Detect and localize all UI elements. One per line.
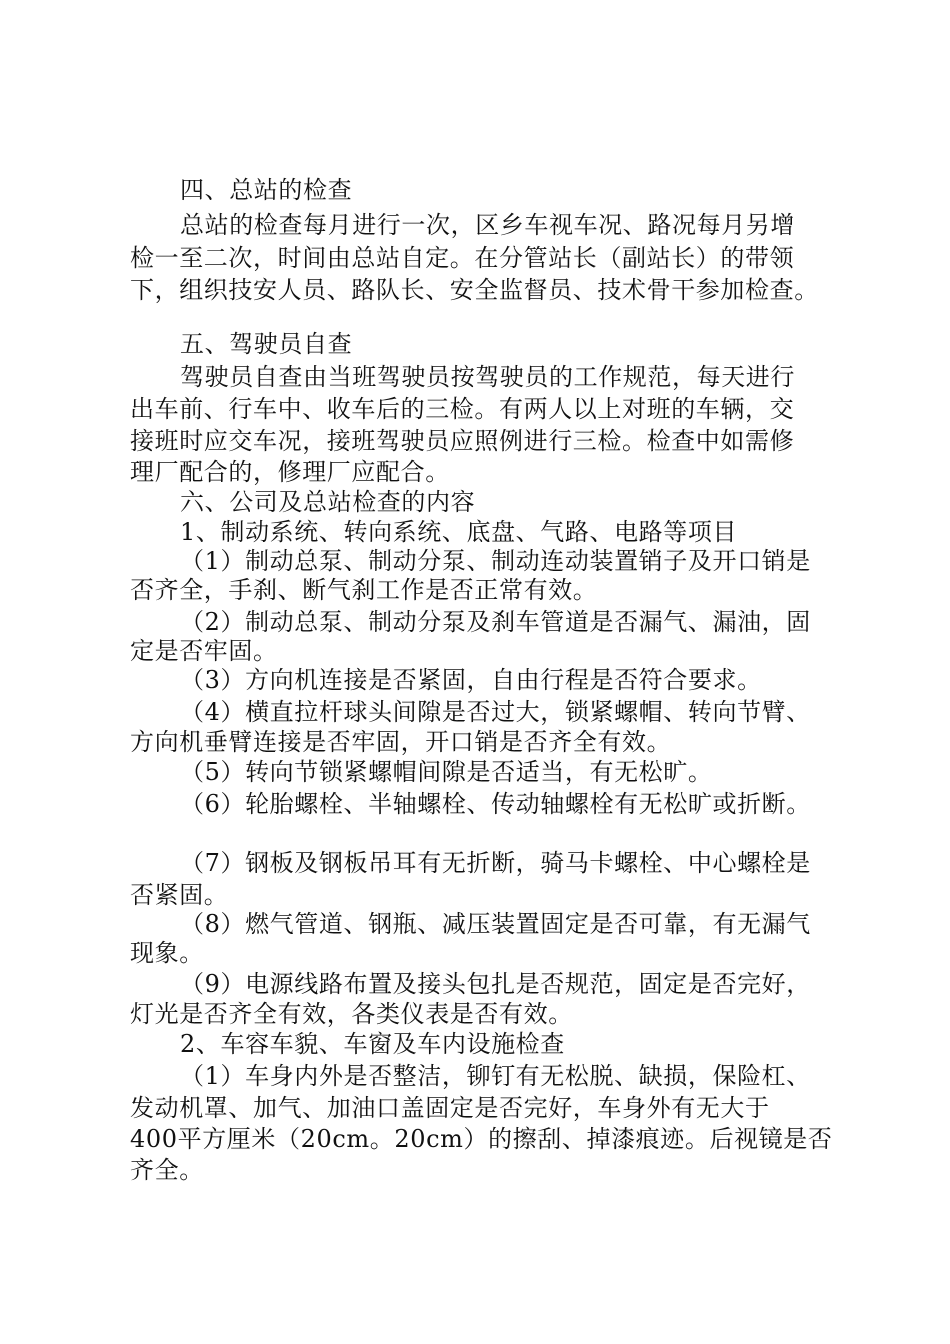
paragraph-line: 齐全。 [130, 1156, 204, 1184]
paragraph-line: （4）横直拉杆球头间隙是否过大，锁紧螺帽、转向节臂、 [180, 698, 811, 726]
paragraph-line: 400平方厘米（20cm。20cm）的擦刮、掉漆痕迹。后视镜是否 [130, 1125, 833, 1153]
paragraph-line: 总站的检查每月进行一次，区乡车视车况、路况每月另增 [180, 211, 795, 239]
paragraph-line: 理厂配合的，修理厂应配合。 [130, 458, 450, 486]
paragraph-line: （7）钢板及钢板吊耳有无折断，骑马卡螺栓、中心螺栓是 [180, 849, 811, 877]
section-heading-5: 五、驾驶员自查 [180, 330, 353, 358]
paragraph-line: 否齐全，手刹、断气刹工作是否正常有效。 [130, 576, 598, 604]
paragraph-line: 接班时应交车况，接班驾驶员应照例进行三检。检查中如需修 [130, 427, 795, 455]
paragraph-line: 下，组织技安人员、路队长、安全监督员、技术骨干参加检查。 [130, 276, 819, 304]
paragraph-line: 定是否牢固。 [130, 637, 278, 665]
paragraph-line: （1）车身内外是否整洁，铆钉有无松脱、缺损，保险杠、 [180, 1062, 811, 1090]
subsection-heading-1: 1、制动系统、转向系统、底盘、气路、电路等项目 [180, 518, 738, 546]
paragraph-line: （3）方向机连接是否紧固，自由行程是否符合要求。 [180, 666, 762, 694]
subsection-heading-2: 2、车容车貌、车窗及车内设施检查 [180, 1030, 565, 1058]
paragraph-line: 否紧固。 [130, 881, 229, 909]
paragraph-line: （5）转向节锁紧螺帽间隙是否适当，有无松旷。 [180, 758, 713, 786]
paragraph-line: 现象。 [130, 939, 204, 967]
section-heading-4: 四、总站的检查 [180, 176, 353, 204]
paragraph-line: 驾驶员自查由当班驾驶员按驾驶员的工作规范，每天进行 [180, 363, 795, 391]
section-heading-6: 六、公司及总站检查的内容 [180, 488, 476, 516]
paragraph-line: 检一至二次，时间由总站自定。在分管站长（副站长）的带领 [130, 244, 795, 272]
paragraph-line: （2）制动总泵、制动分泵及刹车管道是否漏气、漏油，固 [180, 608, 811, 636]
paragraph-line: 出车前、行车中、收车后的三检。有两人以上对班的车辆，交 [130, 395, 795, 423]
paragraph-line: （9）电源线路布置及接头包扎是否规范，固定是否完好， [180, 970, 811, 998]
paragraph-line: 方向机垂臂连接是否牢固，开口销是否齐全有效。 [130, 728, 672, 756]
paragraph-line: 发动机罩、加气、加油口盖固定是否完好，车身外有无大于 [130, 1094, 770, 1122]
paragraph-line: （6）轮胎螺栓、半轴螺栓、传动轴螺栓有无松旷或折断。 [180, 790, 811, 818]
paragraph-line: （1）制动总泵、制动分泵、制动连动装置销子及开口销是 [180, 547, 811, 575]
paragraph-line: 灯光是否齐全有效，各类仪表是否有效。 [130, 1000, 573, 1028]
paragraph-line: （8）燃气管道、钢瓶、减压装置固定是否可靠，有无漏气 [180, 910, 811, 938]
